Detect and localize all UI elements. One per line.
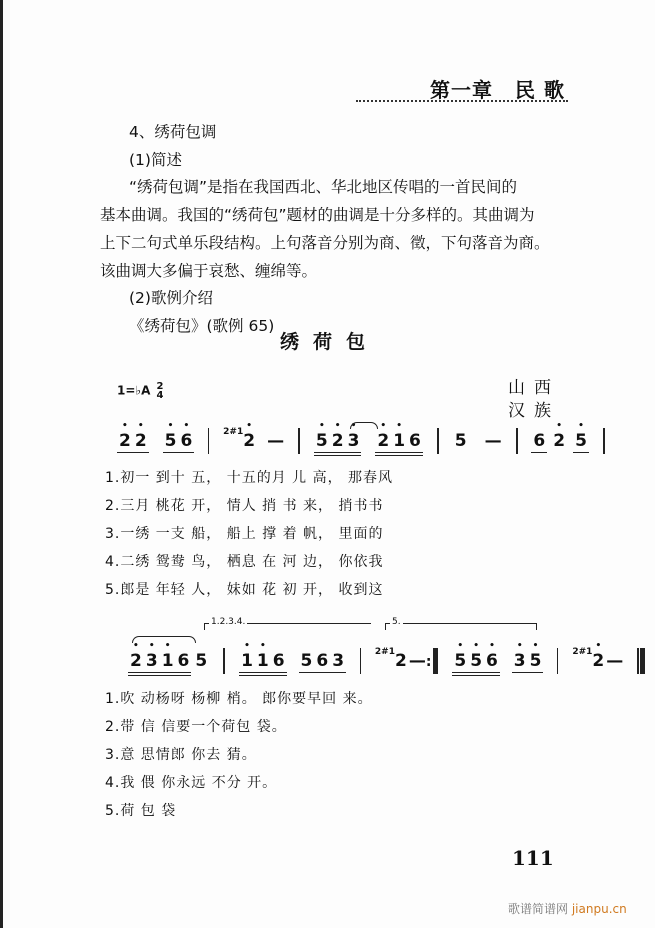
lyrics-verse-3: 3.意 思情郎 你去 猜。 <box>105 747 257 763</box>
subheading-example: (2)歌例介绍 <box>129 289 213 307</box>
grace-notes: 2#1 <box>223 427 244 437</box>
lyrics-verse-2: 2.带 信 信要一个荷包 袋。 <box>105 719 287 735</box>
subheading-overview: (1)简述 <box>129 151 182 169</box>
lyrics-verse-4: 4.我 偎 你永远 不分 开。 <box>105 775 278 791</box>
song-title: 绣荷包 <box>280 331 380 353</box>
watermark-url: jianpu.cn <box>571 902 627 916</box>
lyrics-verse-3: 3.一绣 一支 船， 船上 撑 着 帆， 里面的 <box>105 526 384 542</box>
notation-line-1: • 2 • 2 • 5 • 6 $^{2\#1}$• 2 — • 5 • 2 • 3 • 2 • 1 6 5 — 6 • 2 • 5 <box>117 428 613 454</box>
origin-ethnicity: 汉族 <box>508 401 560 421</box>
slur <box>350 422 378 429</box>
watermark <box>508 900 627 917</box>
paragraph-line: 该曲调大多偏于哀愁、缠绵等。 <box>100 262 318 280</box>
volta-1-label: 1.2.3.4. <box>211 617 246 627</box>
header-divider <box>356 100 568 102</box>
time-signature <box>157 382 164 400</box>
lyrics-verse-5: 5.荷 包 袋 <box>105 803 177 819</box>
origin-region: 山西 <box>508 378 560 398</box>
page-number: 111 <box>512 846 554 870</box>
lyrics-verse-4: 4.二绣 鸳鸯 鸟， 栖息 在 河 边， 你依我 <box>105 554 384 570</box>
lyrics-verse-1: 1.初一 到十 五， 十五的月 儿 高， 那春风 <box>105 470 394 486</box>
lyrics-verse-2: 2.三月 桃花 开， 情人 捎 书 来， 捎书书 <box>105 498 384 514</box>
time-top: 2 <box>156 381 164 392</box>
paragraph-line: “绣荷包调”是指在我国西北、华北地区传唱的一首民间的 <box>129 178 518 196</box>
paragraph-line: 基本曲调。我国的“绣荷包”题材的曲调是十分多样的。其曲调为 <box>100 206 535 224</box>
watermark-text: 歌谱简谱网 <box>508 902 569 916</box>
key-label: 1=♭A <box>117 383 151 398</box>
chapter-number: 第一章 <box>430 78 493 102</box>
section-heading: 4、绣荷包调 <box>129 123 217 141</box>
page-edge <box>0 0 3 928</box>
chapter-title: 民 歌 <box>515 78 565 102</box>
lyrics-verse-5: 5.郎是 年轻 人， 妹如 花 初 开， 收到这 <box>105 582 384 598</box>
example-reference: 《绣荷包》(歌例 65) <box>129 317 275 335</box>
notation-line-2: • 2 • 3 • 1 6 5 • 1 • 1 6 5 6 3 $^{2\#1}$2 —: • 5 • 5 • 6 • 3 • 5 $^{2\#1}$• 2 — <box>128 648 653 674</box>
key-signature <box>117 382 164 400</box>
volta-1 <box>204 617 371 630</box>
lyrics-verse-1: 1.吹 动杨呀 杨柳 梢。 郎你要早回 来。 <box>105 691 373 707</box>
volta-2 <box>385 617 537 630</box>
chapter-header <box>430 74 565 103</box>
paragraph-line: 上下二句式单乐段结构。上句落音分别为商、徵，下句落音为商。 <box>100 234 550 252</box>
time-bottom: 4 <box>156 390 164 401</box>
volta-2-label: 5. <box>392 617 401 627</box>
